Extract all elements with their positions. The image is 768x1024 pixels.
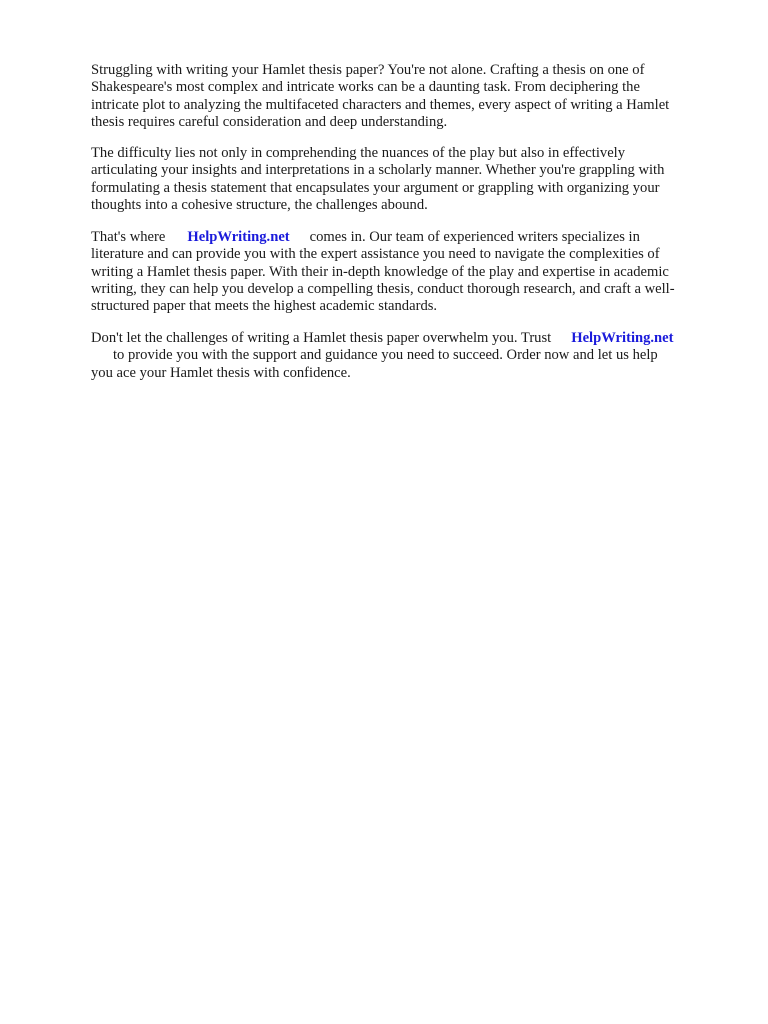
text-line	[91, 347, 717, 364]
text-line: writing a Hamlet thesis paper. With their in-depth knowledge of the play and expertise in academic	[91, 263, 669, 280]
text-line: you ace your Hamlet thesis with confidence.	[91, 364, 351, 381]
text-line	[91, 229, 717, 246]
text-line: formulating a thesis statement that encapsulates your argument or grappling with organizing your	[91, 179, 660, 196]
paragraph-closing	[91, 330, 717, 382]
text-line: writing, they can help you develop a compelling thesis, conduct thorough research, and craft a well-	[91, 280, 675, 297]
text-line: thoughts into a cohesive structure, the challenges abound.	[91, 196, 428, 213]
text-line: intricate plot to analyzing the multifaceted characters and themes, every aspect of writing a Hamlet	[91, 96, 670, 113]
text-line	[91, 330, 717, 347]
paragraph-intro	[91, 62, 717, 131]
text-line: articulating your insights and interpretations in a scholarly manner. Whether you're grappling with	[91, 162, 665, 179]
text-fragment: That's where	[91, 229, 166, 245]
text-line: thesis requires careful consideration and deep understanding.	[91, 113, 448, 130]
text-line: Shakespeare's most complex and intricate works can be a daunting task. From deciphering the	[91, 79, 640, 96]
helpwriting-link[interactable]: HelpWriting.net	[571, 330, 674, 346]
text-fragment: comes in. Our team of experienced writers specializes in	[309, 229, 640, 245]
paragraph-difficulty	[91, 145, 717, 214]
text-fragment: Don't let the challenges of writing a Hamlet thesis paper overwhelm you. Trust	[91, 330, 552, 346]
text-fragment: to provide you with the support and guidance you need to succeed. Order now and let us help	[113, 347, 658, 364]
text-line: structured paper that meets the highest academic standards.	[91, 298, 438, 315]
text-line: Struggling with writing your Hamlet thesis paper? You're not alone. Crafting a thesis on one of	[91, 62, 645, 78]
paragraph-service	[91, 229, 717, 315]
text-line: literature and can provide you with the expert assistance you need to navigate the complexities of	[91, 246, 660, 263]
text-line: The difficulty lies not only in comprehending the nuances of the play but also in effectively	[91, 145, 626, 161]
helpwriting-link[interactable]: HelpWriting.net	[187, 229, 290, 245]
